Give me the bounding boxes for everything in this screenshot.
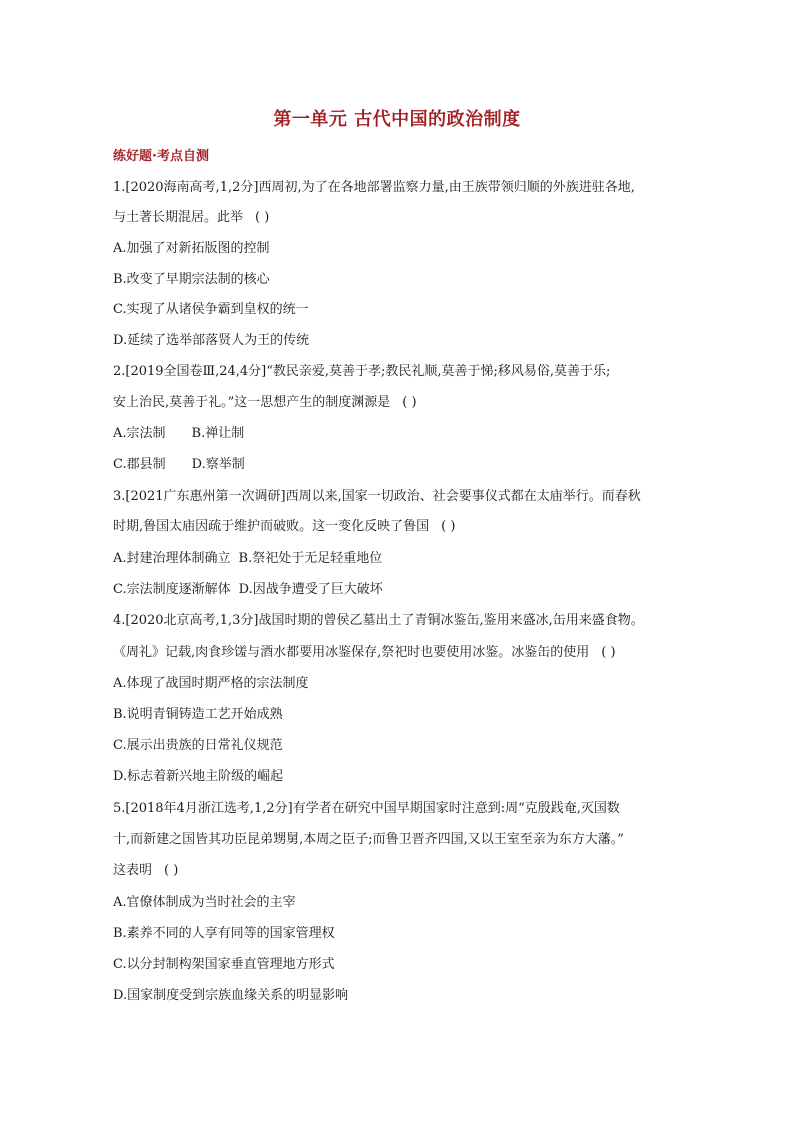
section-heading: 练好题·考点自测 [113, 149, 209, 164]
question-5-option-d: D.国家制度受到宗族血缘关系的明显影响 [113, 988, 349, 1003]
question-5-option-b: B.素养不同的人享有同等的国家管理权 [113, 926, 335, 941]
question-4-stem-line-1: 4.[2020北京高考,1,3分]战国时期的曾侯乙墓出土了青铜冰鉴缶,鉴用来盛冰,缶用来盛食物。 [113, 613, 644, 628]
question-2-stem-line-1: 2.[2019全国卷Ⅲ,24,4分]“教民亲爱,莫善于孝;教民礼顺,莫善于悌;移风易俗,莫善于乐; [113, 364, 611, 379]
question-5-stem-line-3 [113, 863, 693, 879]
question-1-option-d: D.延续了选举部落贤人为王的传统 [113, 333, 310, 348]
question-4-option-b: B.说明青铜铸造工艺开始成熟 [113, 707, 283, 722]
question-3-option-b: B.祭祀处于无足轻重地位 [238, 551, 383, 566]
question-4-option-a: A.体现了战国时期严格的宗法制度 [113, 676, 309, 691]
question-1-stem-line-1: 1.[2020海南高考,1,2分]西周初,为了在各地部署监察力量,由王族带领归顺的外族进驻各地, [113, 180, 635, 195]
answer-blank: ( ) [441, 519, 456, 534]
answer-blank: ( ) [164, 863, 179, 878]
question-2-option-c: C.郡县制 [113, 457, 166, 472]
question-2-stem-text: 安上治民,莫善于礼。”这一思想产生的制度渊源是 [113, 395, 391, 410]
question-1-option-a: A.加强了对新拓版图的控制 [113, 241, 270, 256]
question-3-options-row-2 [113, 582, 693, 598]
question-4-stem-text: 《周礼》记载,肉食珍馐与酒水都要用冰鉴保存,祭祀时也要使用冰鉴。冰鉴缶的使用 [113, 645, 590, 660]
question-3-stem-line-1: 3.[2021广东惠州第一次调研]西周以来,国家一切政治、社会要事仪式都在太庙举行。而春秋 [113, 489, 641, 504]
question-2-option-a: A.宗法制 [113, 426, 166, 441]
answer-blank: ( ) [402, 395, 417, 410]
question-2-option-b: B.禅让制 [191, 426, 245, 441]
answer-blank: ( ) [601, 645, 616, 660]
question-5-option-c: C.以分封制构架国家垂直管理地方形式 [113, 957, 335, 972]
question-3-option-c: C.宗法制度逐渐解体 [113, 582, 231, 597]
page-title: 第一单元 古代中国的政治制度 [273, 109, 521, 130]
question-4-option-c: C.展示出贵族的日常礼仪规范 [113, 738, 283, 753]
question-1-option-b: B.改变了早期宗法制的核心 [113, 272, 270, 287]
question-5-stem-line-1: 5.[2018年4月浙江选考,1,2分]有学者在研究中国早期国家时注意到:周“克殷践奄,灭国数 [113, 801, 620, 816]
question-2-stem-line-2 [113, 395, 693, 411]
question-5-option-a: A.官僚体制成为当时社会的主宰 [113, 895, 296, 910]
question-3-options-row-1 [113, 551, 693, 567]
question-1-option-c: C.实现了从诸侯争霸到皇权的统一 [113, 302, 309, 317]
answer-blank: ( ) [255, 210, 270, 225]
question-2-options-row-1 [113, 426, 693, 442]
question-2-option-d: D.察举制 [191, 457, 245, 472]
question-3-stem-text: 时期,鲁国太庙因疏于维护而破败。这一变化反映了鲁国 [113, 519, 430, 534]
question-4-stem-line-2 [113, 645, 693, 661]
question-1-stem-line-2 [113, 210, 693, 226]
question-4-option-d: D.标志着新兴地主阶级的崛起 [113, 769, 284, 784]
question-3-option-d: D.因战争遭受了巨大破坏 [238, 582, 383, 597]
question-5-stem-text: 这表明 [113, 863, 153, 878]
question-5-stem-line-2: 十,而新建之国皆其功臣昆弟甥舅,本周之臣子;而鲁卫晋齐四国,又以王室至亲为东方大藩。” [113, 832, 624, 847]
question-1-stem-text: 与土著长期混居。此举 [113, 210, 244, 225]
question-3-stem-line-2 [113, 519, 693, 535]
question-2-options-row-2 [113, 457, 693, 473]
question-3-option-a: A.封建治理体制确立 [113, 551, 231, 566]
